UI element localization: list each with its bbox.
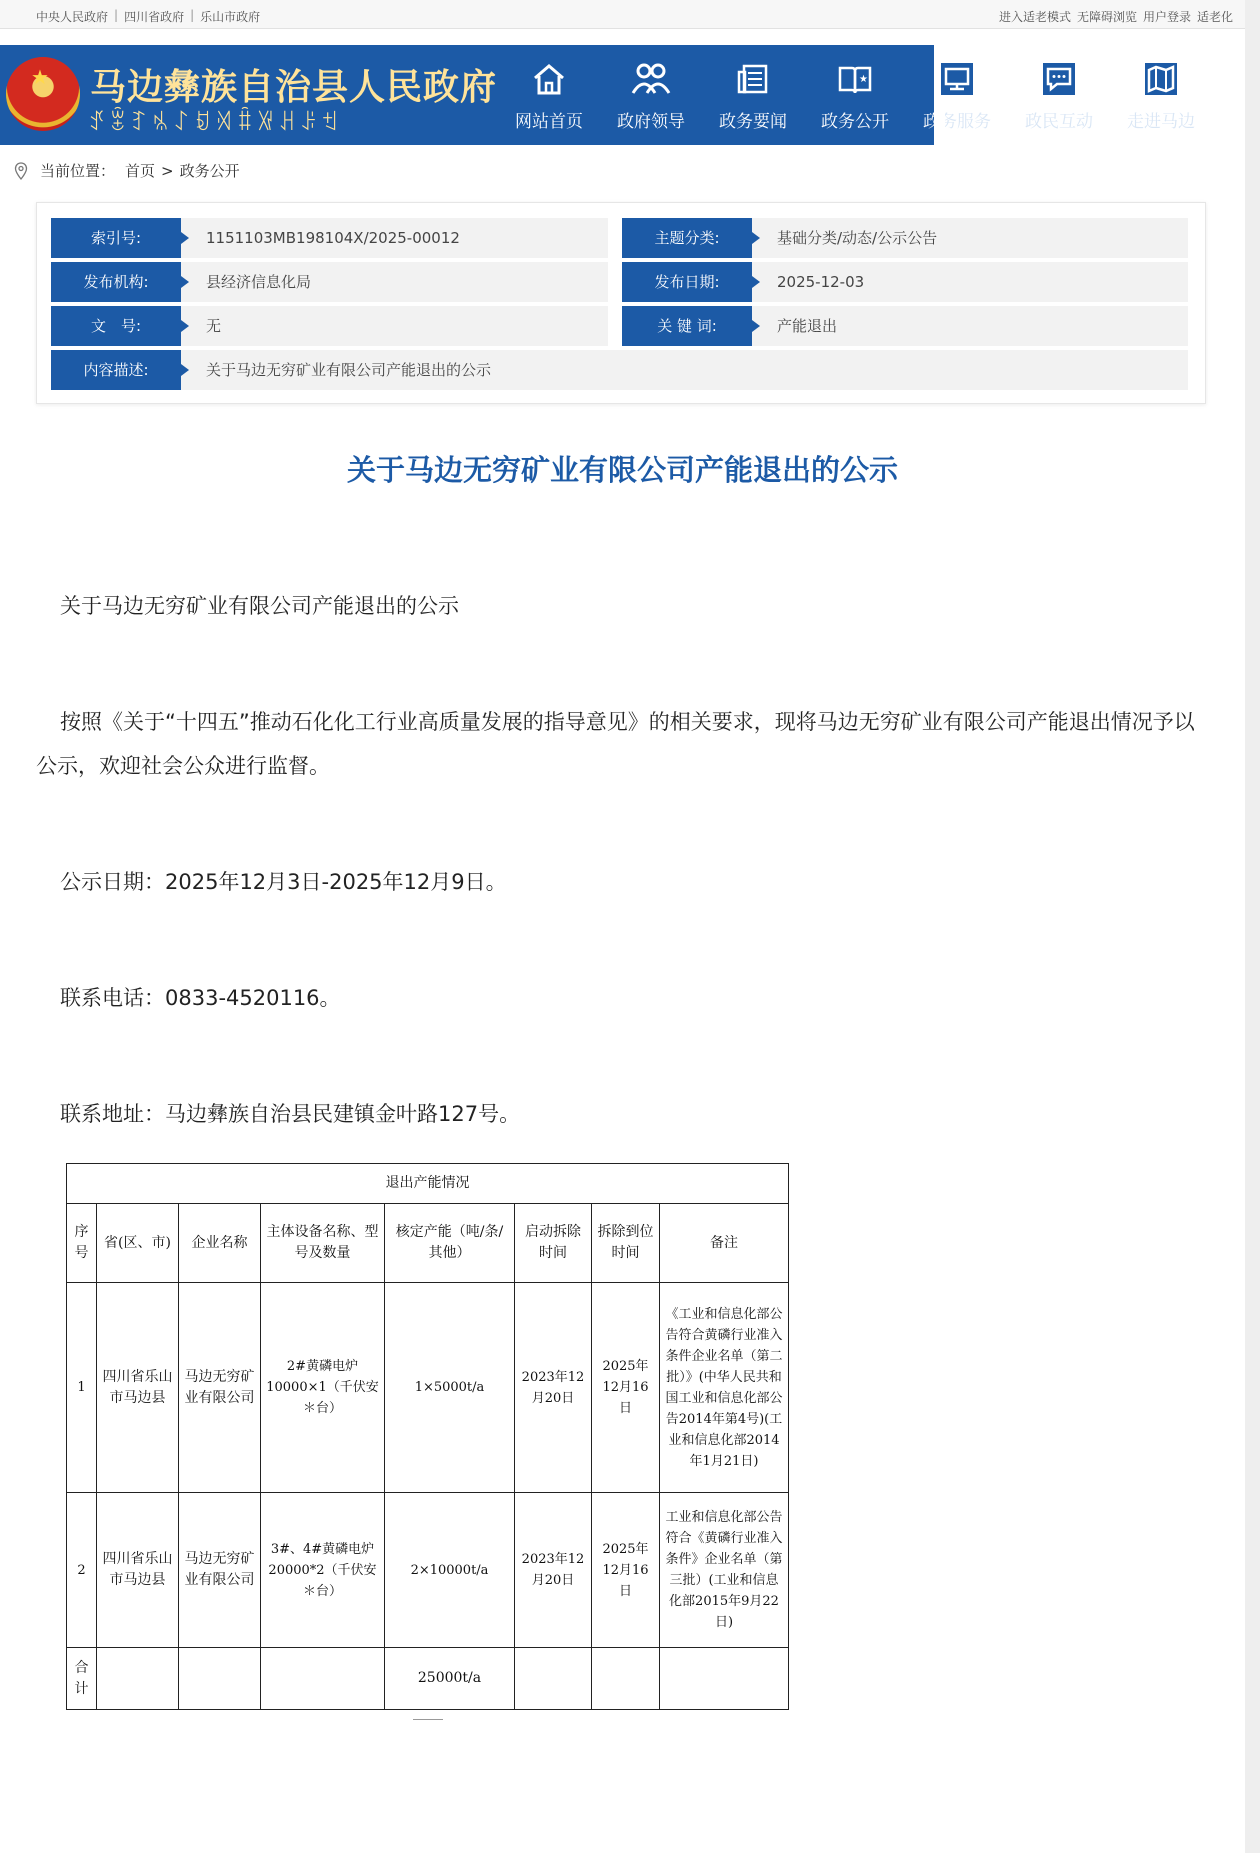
row-number: 1 <box>67 1283 97 1493</box>
nav-label: 政务要闻 <box>719 112 787 132</box>
meta-value: 县经济信息化局 <box>206 273 312 291</box>
row-capacity: 2×10000t/a <box>385 1493 515 1648</box>
empty-cell <box>515 1648 592 1710</box>
meta-label: 内容描述: <box>51 350 181 390</box>
elder-friendly-link[interactable]: 适老化 <box>1196 10 1233 24</box>
table-header: 省(区、市) <box>97 1204 179 1283</box>
table-caption: 退出产能情况 <box>67 1164 789 1204</box>
meta-value: 1151103MB198104X/2025-00012 <box>206 229 460 247</box>
gov-link-central[interactable]: 中央人民政府 <box>36 10 109 24</box>
site-title[interactable]: 马边彝族自治县人民政府 <box>90 66 498 108</box>
meta-label: 主题分类: <box>622 218 752 258</box>
article-paragraph: 按照《关于“十四五”推动石化化工行业高质量发展的指导意见》的相关要求，现将马边无穷矿业有限公司产能退出情况予以公示，欢迎社会公众进行监督。 <box>36 710 1195 778</box>
empty-cell <box>179 1648 261 1710</box>
table-row <box>67 1493 789 1648</box>
book-icon <box>837 61 873 97</box>
nav-item-news[interactable] <box>702 45 804 145</box>
accessibility-tools <box>999 8 1233 25</box>
row-start-time: 2023年12月20日 <box>515 1283 592 1493</box>
meta-date <box>622 262 1188 302</box>
row-company: 马边无穷矿业有限公司 <box>179 1283 261 1493</box>
breadcrumb-current[interactable]: 政务公开 <box>179 162 240 180</box>
news-icon <box>735 61 771 97</box>
map-icon <box>1143 61 1179 97</box>
nav-label: 政务服务 <box>906 107 1008 132</box>
row-company: 马边无穷矿业有限公司 <box>179 1493 261 1648</box>
breadcrumb <box>14 160 240 181</box>
meta-label: 发布机构: <box>51 262 181 302</box>
meta-value: 关于马边无穷矿业有限公司产能退出的公示 <box>206 361 492 379</box>
row-end-time: 2025年12月16日 <box>592 1283 660 1493</box>
document-meta-box <box>36 202 1206 404</box>
elder-mode-link[interactable]: 进入适老模式 <box>998 10 1071 24</box>
divider <box>413 1719 443 1720</box>
meta-index <box>51 218 608 258</box>
user-login-link[interactable]: 用户登录 <box>1142 10 1191 24</box>
table-caption-row <box>67 1164 789 1204</box>
meta-value: 基础分类/动态/公示公告 <box>777 229 938 247</box>
gov-link-sichuan[interactable]: 四川省政府 <box>124 10 185 24</box>
nav-label: 走进马边 <box>1127 112 1195 132</box>
contact-address: 联系地址：马边彝族自治县民建镇金叶路127号。 <box>60 1102 521 1126</box>
table-header: 启动拆除时间 <box>515 1204 592 1283</box>
monitor-icon <box>939 61 975 97</box>
chat-icon <box>1041 61 1077 97</box>
breadcrumb-separator: > <box>161 161 174 180</box>
meta-label: 关 键 词: <box>622 306 752 346</box>
table-header: 拆除到位时间 <box>592 1204 660 1283</box>
table-header: 核定产能（吨/条/其他） <box>385 1204 515 1283</box>
row-capacity: 1×5000t/a <box>385 1283 515 1493</box>
nav-item-leaders[interactable] <box>600 45 702 145</box>
meta-keywords <box>622 306 1188 346</box>
row-equipment: 2#黄磷电炉 10000×1（千伏安＊台） <box>261 1283 385 1493</box>
main-nav <box>498 45 1212 145</box>
breadcrumb-home[interactable]: 首页 <box>125 162 156 180</box>
meta-label: 发布日期: <box>622 262 752 302</box>
meta-publisher <box>51 262 608 302</box>
article-title: 关于马边无穷矿业有限公司产能退出的公示 <box>346 453 898 487</box>
meta-value: 产能退出 <box>777 317 838 335</box>
breadcrumb-prefix: 当前位置： <box>40 162 116 180</box>
row-start-time: 2023年12月20日 <box>515 1493 592 1648</box>
site-header <box>0 45 1245 145</box>
row-province: 四川省乐山市马边县 <box>97 1283 179 1493</box>
contact-phone: 联系电话：0833-4520116。 <box>60 986 341 1010</box>
table-header: 企业名称 <box>179 1204 261 1283</box>
capacity-exit-table <box>66 1163 789 1710</box>
table-header-row <box>67 1204 789 1283</box>
page-scrollbar[interactable] <box>1245 0 1260 1853</box>
total-capacity: 25000t/a <box>385 1648 515 1710</box>
meta-doc-number <box>51 306 608 346</box>
nav-label: 政务公开 <box>821 112 889 132</box>
nav-label: 网站首页 <box>515 112 583 132</box>
empty-cell <box>660 1648 789 1710</box>
table-row <box>67 1283 789 1493</box>
nav-item-home[interactable] <box>498 45 600 145</box>
row-note: 工业和信息化部公告符合《黄磷行业准入条件》企业名单（第三批）(工业和信息化部2015年9月22日) <box>660 1493 789 1648</box>
meta-description <box>51 350 1188 390</box>
nav-label: 政民互动 <box>1025 112 1093 132</box>
table-header: 主体设备名称、型号及数量 <box>261 1204 385 1283</box>
nav-label: 政府领导 <box>617 112 685 132</box>
site-subtitle: ꀋꂂꆈꁱꋍꀂꄉꐙꑟꃅꌠꉬ <box>88 111 343 136</box>
meta-topic <box>622 218 1188 258</box>
table-header: 序号 <box>67 1204 97 1283</box>
location-pin-icon <box>14 162 28 180</box>
accessible-browse-link[interactable]: 无障碍浏览 <box>1076 10 1137 24</box>
national-emblem-icon: ★ <box>6 57 80 131</box>
meta-label: 文 号: <box>51 306 181 346</box>
svg-text:★: ★ <box>859 74 868 85</box>
row-end-time: 2025年12月16日 <box>592 1493 660 1648</box>
empty-cell <box>97 1648 179 1710</box>
empty-cell <box>592 1648 660 1710</box>
meta-value: 无 <box>206 317 222 335</box>
meta-value: 2025-12-03 <box>777 273 865 291</box>
table-total-row <box>67 1648 789 1710</box>
nav-item-about-mabian[interactable] <box>1110 45 1212 145</box>
nav-item-interaction[interactable] <box>1008 45 1110 145</box>
empty-cell <box>261 1648 385 1710</box>
nav-item-services[interactable] <box>906 45 1008 145</box>
meta-label: 索引号: <box>51 218 181 258</box>
row-number: 2 <box>67 1493 97 1648</box>
gov-links: 中央人民政府 | 四川省政府 | 乐山市政府 <box>36 8 261 24</box>
nav-item-gov-open[interactable] <box>804 45 906 145</box>
people-icon <box>631 61 671 97</box>
row-province: 四川省乐山市马边县 <box>97 1493 179 1648</box>
top-links-bar <box>0 0 1245 29</box>
article-paragraph: 关于马边无穷矿业有限公司产能退出的公示 <box>60 594 459 618</box>
table-header: 备注 <box>660 1204 789 1283</box>
row-equipment: 3#、4#黄磷电炉 20000*2（千伏安＊台） <box>261 1493 385 1648</box>
total-label: 合计 <box>67 1648 97 1710</box>
gov-link-leshan[interactable]: 乐山市政府 <box>200 10 261 24</box>
row-note: 《工业和信息化部公告符合黄磷行业准入条件企业名单（第二批）》(中华人民共和国工业和信息化部公告2014年第4号)(工业和信息化部2014年1月21日) <box>660 1283 789 1493</box>
publicity-date: 公示日期：2025年12月3日-2025年12月9日。 <box>60 870 507 894</box>
home-icon <box>531 61 567 97</box>
